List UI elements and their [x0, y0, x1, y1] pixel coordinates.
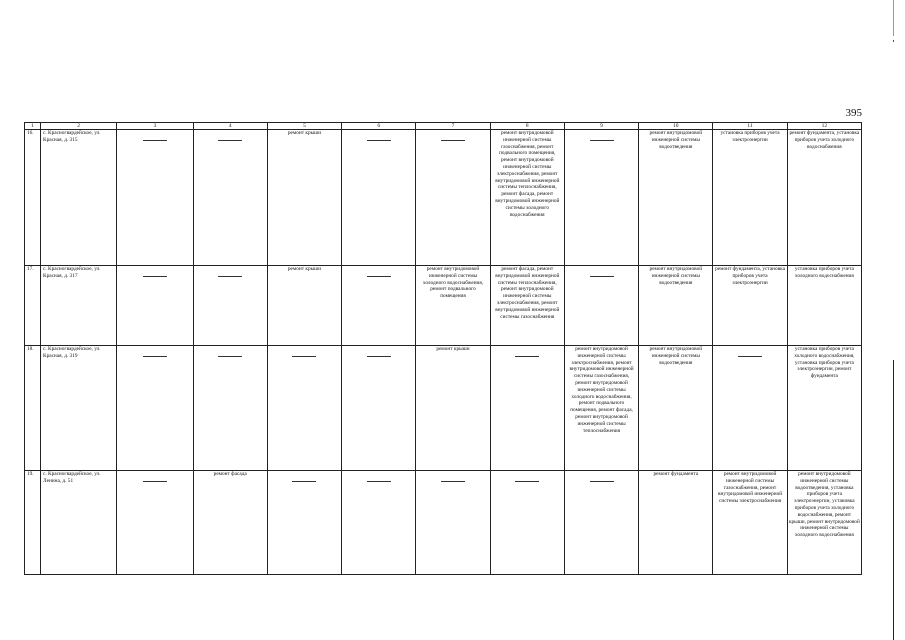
margin-line [893, 360, 894, 640]
row-number: 16. [25, 130, 41, 266]
empty-dash [143, 276, 167, 277]
empty-dash [143, 481, 167, 482]
work-cell [490, 471, 564, 575]
row-number: 19. [25, 471, 41, 575]
column-header: 5 [267, 123, 341, 130]
empty-dash [590, 276, 614, 277]
margin-mark [893, 40, 894, 42]
page-number: 395 [845, 107, 862, 119]
work-cell: ремонт фундамента [639, 471, 713, 575]
empty-dash [218, 276, 242, 277]
column-header: 1 [25, 123, 41, 130]
column-header: 12 [787, 123, 861, 130]
address-cell: с. Красногвардейское, ул. Ленина, д. 51 [41, 471, 117, 575]
column-header: 10 [639, 123, 713, 130]
column-header: 3 [117, 123, 193, 130]
work-cell: ремонт фундамента, установка приборов учета холодного водоснабжения [787, 130, 861, 266]
empty-dash [218, 140, 242, 141]
row-number: 18. [25, 346, 41, 471]
empty-dash [441, 140, 465, 141]
work-cell [267, 346, 341, 471]
work-cell [342, 346, 416, 471]
work-cell [193, 130, 267, 266]
work-cell [117, 471, 193, 575]
address-cell: с. Красногвардейское, ул. Красная, д. 315 [41, 130, 117, 266]
work-cell [342, 130, 416, 266]
work-cell [193, 266, 267, 346]
work-cell [267, 471, 341, 575]
work-cell: ремонт внутридомовой инженерной системы водоотведения [639, 266, 713, 346]
work-cell [342, 471, 416, 575]
column-number-row [25, 123, 862, 130]
address-cell: с. Красногвардейское, ул. Красная, д. 317 [41, 266, 117, 346]
work-cell [713, 346, 787, 471]
work-cell [416, 130, 490, 266]
work-cell [117, 130, 193, 266]
work-cell: установка приборов учета холодного водоснабжения [787, 266, 861, 346]
work-cell: ремонт крыши [267, 266, 341, 346]
empty-dash [515, 356, 539, 357]
empty-dash [515, 481, 539, 482]
address-cell: с. Красногвардейское, ул. Красная, д. 319 [41, 346, 117, 471]
empty-dash [441, 481, 465, 482]
work-cell: ремонт фундамента, установка приборов учета электроэнергии [713, 266, 787, 346]
column-header: 7 [416, 123, 490, 130]
empty-dash [590, 481, 614, 482]
column-header: 11 [713, 123, 787, 130]
table-row [25, 471, 862, 575]
work-cell [416, 471, 490, 575]
table-row [25, 346, 862, 471]
work-cell [564, 266, 638, 346]
empty-dash [367, 140, 391, 141]
work-cell [193, 346, 267, 471]
work-cell: ремонт фасада [193, 471, 267, 575]
table-row [25, 130, 862, 266]
work-cell [490, 346, 564, 471]
margin-line-top [893, 0, 894, 36]
work-cell [117, 346, 193, 471]
work-cell: ремонт крыши [416, 346, 490, 471]
work-cell: ремонт внутридомовой инженерной системы электроснабжения, ремонт внутридомовой инженерной системы газоснабжения, ремонт внутридомовой инженерной системы холодного водоснабжения, ремонт подвального помещения, ремонт фасада, ремонт внутридомовой инженерной системы теплоснабжения [564, 346, 638, 471]
empty-dash [367, 356, 391, 357]
work-cell: ремонт внутридомовой инженерной системы водоотведения [639, 346, 713, 471]
work-cell: ремонт внутридомовой инженерной системы газоснабжения, ремонт внутридомовой инженерной системы электроснабжения [713, 471, 787, 575]
work-cell: ремонт внутридомовой инженерной системы холодного водоснабжения, ремонт подвального помещения [416, 266, 490, 346]
work-cell [342, 266, 416, 346]
work-cell [564, 130, 638, 266]
column-header: 6 [342, 123, 416, 130]
empty-dash [218, 356, 242, 357]
work-cell [117, 266, 193, 346]
empty-dash [590, 140, 614, 141]
column-header: 2 [41, 123, 117, 130]
work-cell: ремонт крыши [267, 130, 341, 266]
work-cell: ремонт внутридомовой инженерной системы водоотведения, установка приборов учета электроэнергии, установка приборов учета холодного водоснабжения, ремонт крыши, ремонт внутридомовой инженерной системы холодного водоснабжения [787, 471, 861, 575]
work-cell: установка приборов учета электроэнергии [713, 130, 787, 266]
empty-dash [143, 140, 167, 141]
column-header: 4 [193, 123, 267, 130]
work-cell [564, 471, 638, 575]
empty-dash [143, 356, 167, 357]
table-row [25, 266, 862, 346]
empty-dash [367, 481, 391, 482]
work-cell: ремонт фасада, ремонт внутридомовой инженерной системы теплоснабжения, ремонт внутридомовой инженерной системы электроснабжения, ремонт внутридомовой инженерной системы газоснабжения [490, 266, 564, 346]
empty-dash [738, 356, 762, 357]
row-number: 17. [25, 266, 41, 346]
repair-schedule-table [24, 122, 862, 575]
work-cell: ремонт внутридомовой инженерной системы газоснабжения, ремонт подвального помещения, ремонт внутридомовой инженерной системы электроснабжения, ремонт внутридомовой инженерной системы теплоснабжения, ремонт фасада, ремонт внутридомовой инженерной системы холодного водоснабжения [490, 130, 564, 266]
empty-dash [292, 481, 316, 482]
column-header: 9 [564, 123, 638, 130]
empty-dash [292, 356, 316, 357]
work-cell: установка приборов учета холодного водоснабжения, установка приборов учета электроэнергии, ремонт фундамента [787, 346, 861, 471]
work-cell: ремонт внутридомовой инженерной системы водоотведения [639, 130, 713, 266]
column-header: 8 [490, 123, 564, 130]
empty-dash [367, 276, 391, 277]
